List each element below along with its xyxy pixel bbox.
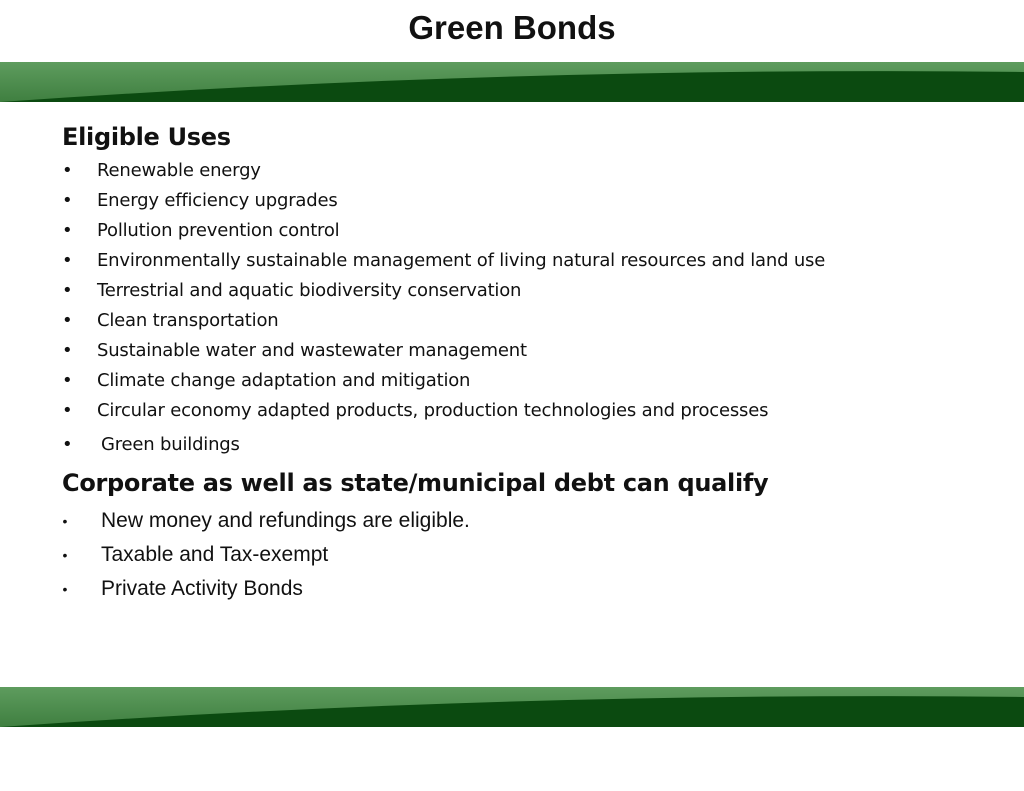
list-item: • Taxable and Tax-exempt: [62, 538, 1002, 572]
list-item: • Clean transportation: [62, 306, 1002, 336]
bullet-icon: •: [62, 513, 68, 529]
list-item: • Environmentally sustainable management of living natural resources and land use: [62, 246, 1002, 276]
eligible-uses-heading: Eligible Uses: [62, 123, 231, 151]
list-item: • Sustainable water and wastewater management: [62, 336, 1002, 366]
bullet-icon: •: [62, 280, 73, 301]
slide-title: Green Bonds: [408, 9, 616, 46]
slide-content: [62, 120, 1002, 606]
bullet-icon: •: [62, 220, 73, 241]
top-decorative-band: [0, 62, 1024, 102]
bullet-icon: •: [62, 160, 73, 181]
qualifying-debt-heading: Corporate as well as state/municipal debt can qualify: [62, 469, 769, 497]
list-item: • New money and refundings are eligible.: [62, 504, 1002, 538]
list-item: • Energy efficiency upgrades: [62, 186, 1002, 216]
bullet-icon: •: [62, 190, 73, 211]
bullet-icon: •: [62, 434, 73, 455]
bullet-icon: •: [62, 250, 73, 271]
eligible-uses-list: [62, 156, 1002, 460]
list-item: • Circular economy adapted products, production technologies and processes: [62, 396, 1002, 426]
bullet-icon: •: [62, 400, 73, 421]
list-item: • Pollution prevention control: [62, 216, 1002, 246]
list-item: • Terrestrial and aquatic biodiversity conservation: [62, 276, 1002, 306]
bullet-icon: •: [62, 370, 73, 391]
bottom-decorative-band: [0, 687, 1024, 727]
list-item: • Green buildings: [62, 430, 1002, 460]
list-item: • Climate change adaptation and mitigation: [62, 366, 1002, 396]
bullet-icon: •: [62, 547, 68, 563]
bullet-icon: •: [62, 310, 73, 331]
list-item: • Private Activity Bonds: [62, 572, 1002, 606]
list-item: • Renewable energy: [62, 156, 1002, 186]
bullet-icon: •: [62, 340, 73, 361]
qualifying-debt-list: [62, 504, 1002, 606]
bullet-icon: •: [62, 581, 68, 597]
